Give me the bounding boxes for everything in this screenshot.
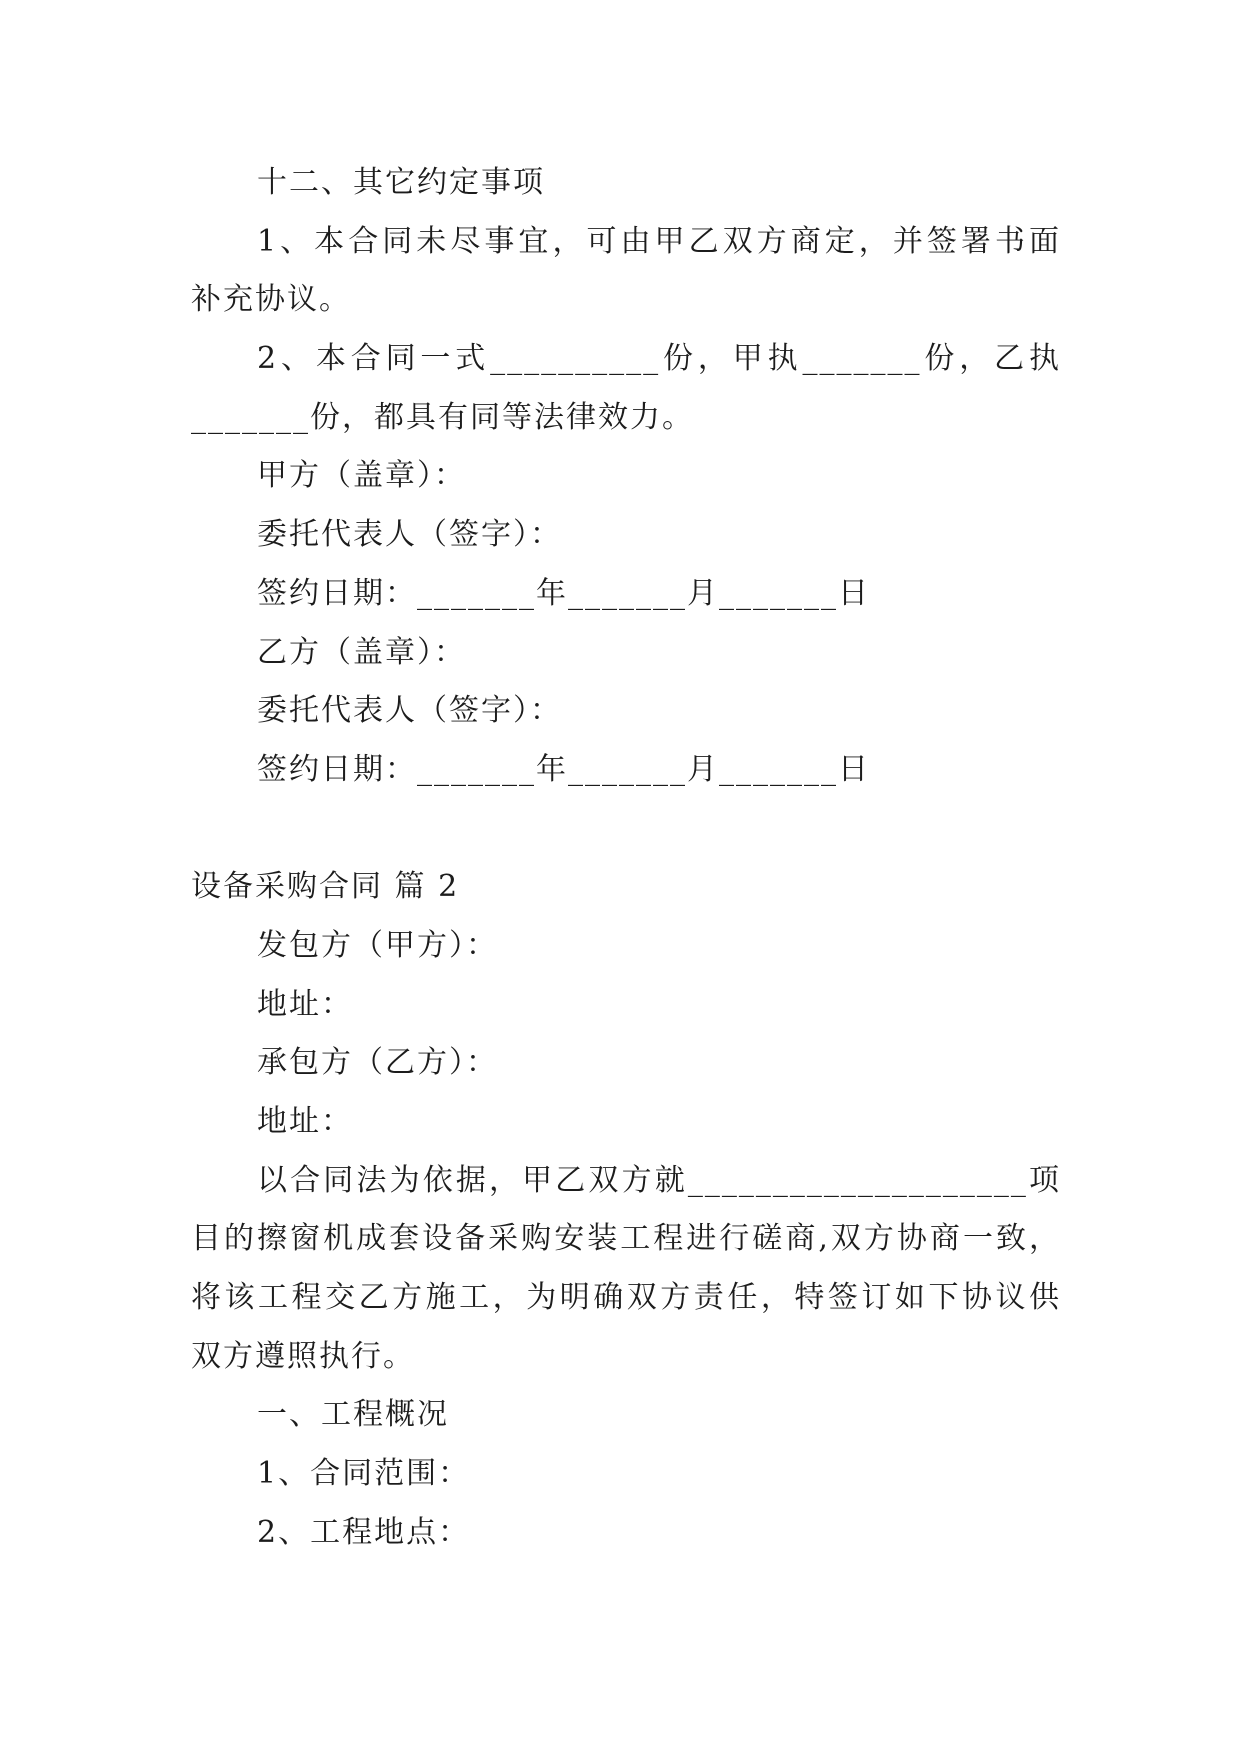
party-a-representative: 委托代表人（签字）： — [257, 517, 562, 553]
party-b-representative: 委托代表人（签字）： — [257, 693, 562, 729]
clause-12-item-1-line: 补充协议。 — [191, 282, 351, 318]
clause-12-item-2 — [191, 330, 1061, 447]
clause-12-heading: 十二、其它约定事项 — [257, 165, 545, 200]
contract-2-section-1 — [191, 1386, 1061, 1562]
contract-2-title: 设备采购合同 篇 2 — [191, 869, 460, 905]
section-1-heading: 一、工程概况 — [257, 1397, 449, 1433]
document-body — [191, 154, 1061, 1563]
clause-12-item-2-line: _______份，都具有同等法律效力。 — [191, 399, 694, 435]
party-b-sign-date: 签约日期：_______年_______月_______日 — [257, 751, 870, 787]
employer-address: 地址： — [257, 986, 353, 1022]
section-1-item: 2、工程地点： — [257, 1514, 471, 1550]
contract-2-preamble — [191, 1152, 1061, 1387]
contractor-address: 地址： — [257, 1104, 353, 1139]
preamble-line: 将该工程交乙方施工，为明确双方责任，特签订如下协议供 — [191, 1280, 1061, 1316]
clause-12 — [191, 154, 1061, 800]
preamble-line: 以合同法为依据，甲乙双方就____________________项 — [257, 1162, 1061, 1198]
party-a-signature-block — [191, 447, 1061, 623]
party-b-seal: 乙方（盖章）： — [257, 634, 466, 670]
preamble-line: 目的擦窗机成套设备采购安装工程进行磋商,双方协商一致， — [191, 1221, 1061, 1257]
preamble-line: 双方遵照执行。 — [191, 1338, 415, 1374]
clause-12-item-2-line: 2、本合同一式__________份，甲执_______份，乙执 — [257, 341, 1061, 377]
section-spacer — [191, 800, 1061, 859]
contractor-label: 承包方（乙方）： — [257, 1045, 498, 1081]
clause-12-item-1-line: 1、本合同未尽事宜，可由甲乙双方商定，并签署书面 — [257, 223, 1061, 259]
section-1-item: 1、合同范围： — [257, 1456, 471, 1492]
party-a-sign-date: 签约日期：_______年_______月_______日 — [257, 575, 870, 611]
employer-label: 发包方（甲方）： — [257, 927, 498, 963]
contract-2 — [191, 858, 1061, 1562]
clause-12-item-1 — [191, 213, 1061, 330]
party-a-seal: 甲方（盖章）： — [257, 458, 466, 494]
party-b-signature-block — [191, 624, 1061, 800]
